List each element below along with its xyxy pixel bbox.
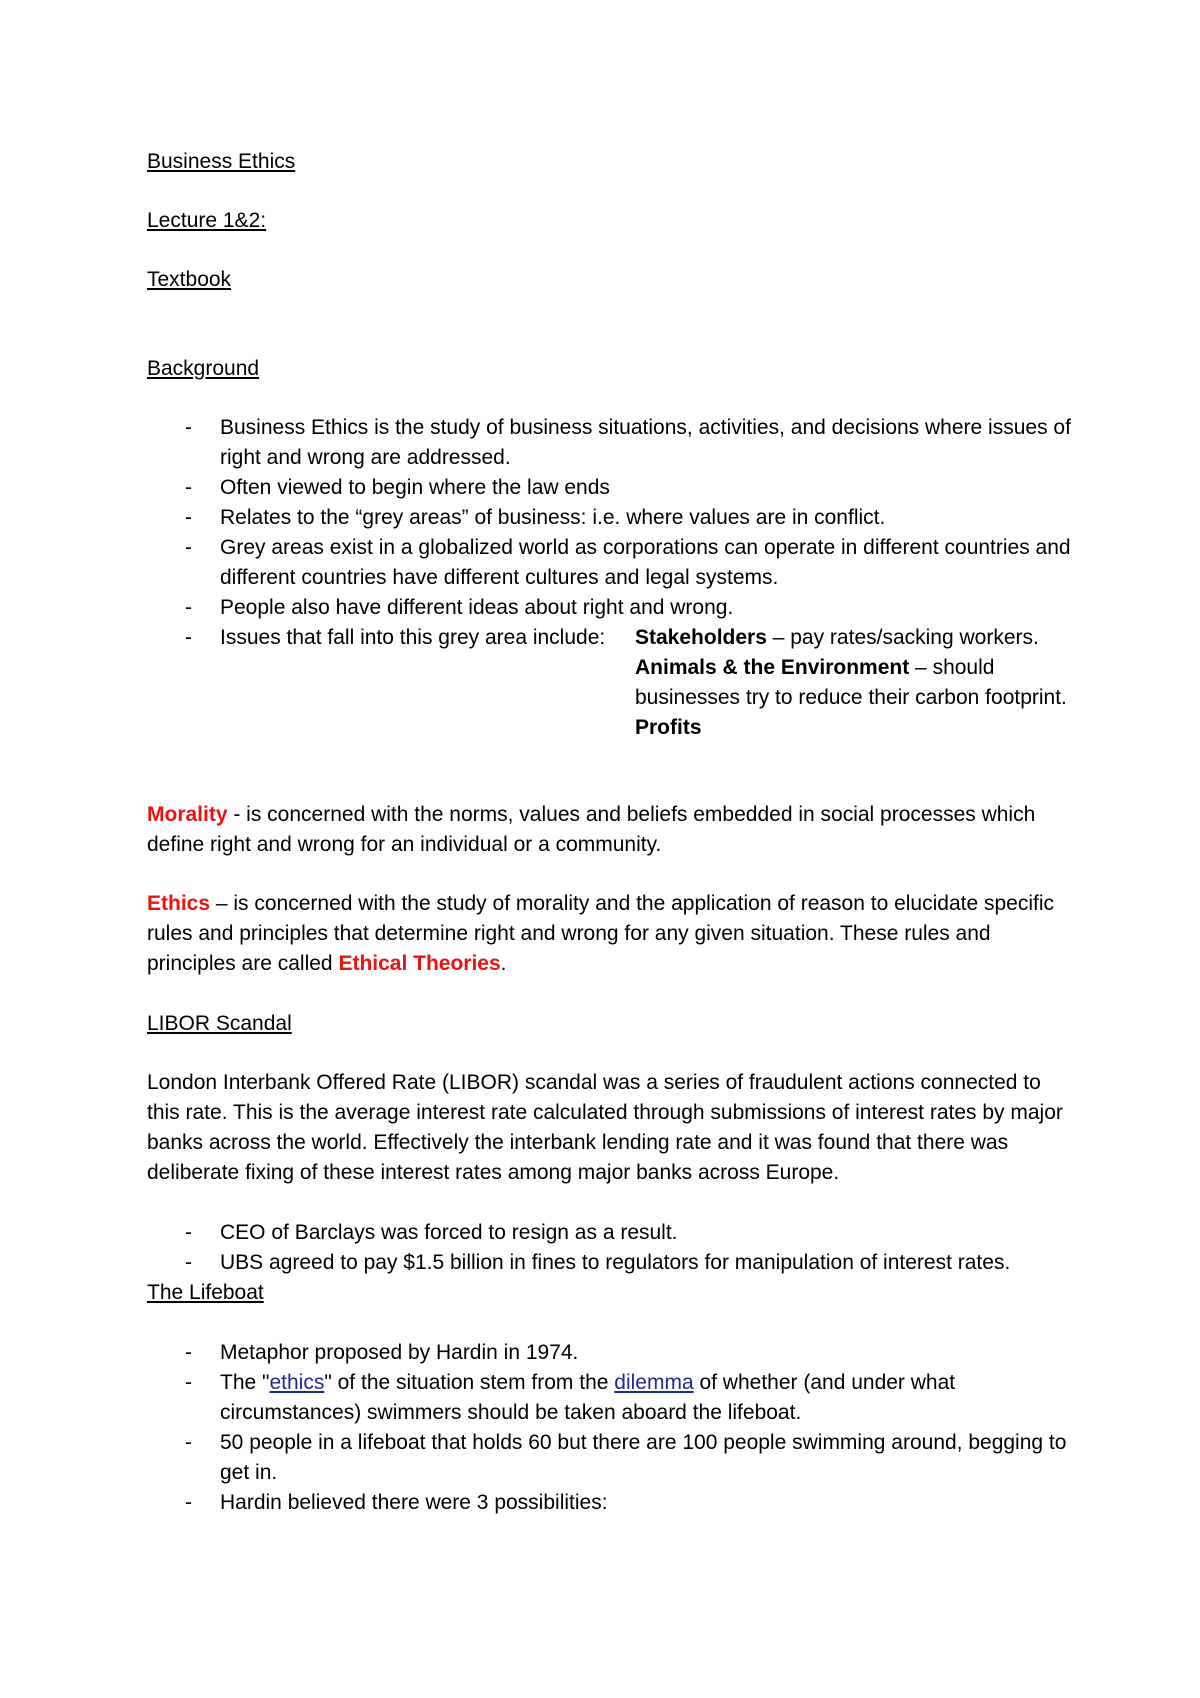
list-item: - Hardin believed there were 3 possibilities: — [185, 1491, 608, 1514]
grey-item-stakeholders: Stakeholders – pay rates/sacking workers. — [635, 626, 1039, 649]
morality-term: Morality — [147, 803, 228, 826]
ethics-term: Ethics — [147, 892, 211, 915]
doc-title: Business Ethics — [147, 150, 296, 173]
ethics-definition: Ethics – is concerned with the study of morality and the application of reason to elucidate specific rules and principles that determine right and wrong for any given situation. These rules and principles are called Ethical Theories. — [147, 892, 1055, 975]
lecture-label: Lecture 1&2: — [147, 209, 267, 232]
list-item: - Relates to the “grey areas” of business: i.e. where values are in conflict. — [185, 506, 886, 529]
background-heading: Background — [147, 357, 260, 380]
list-item: - Grey areas exist in a globalized world as corporations can operate in different countries and different countries have different cultures and legal systems. — [185, 536, 1071, 589]
list-item: - Often viewed to begin where the law ends — [185, 476, 610, 499]
lifeboat-heading: The Lifeboat — [147, 1281, 264, 1304]
libor-list — [147, 1218, 1077, 1278]
grey-area-items — [635, 623, 1075, 743]
morality-definition: Morality - is concerned with the norms, values and beliefs embedded in social processes which define right and wrong for an individual or a community. — [147, 803, 1036, 856]
grey-item-animals-environment: Animals & the Environment – should businesses try to reduce their carbon footprint. — [635, 656, 1067, 709]
list-item: - Business Ethics is the study of business situations, activities, and decisions where issues of right and wrong are addressed. — [185, 416, 1071, 469]
lifeboat-list — [147, 1338, 1077, 1518]
list-item: - Issues that fall into this grey area include: — [185, 626, 606, 649]
list-item: - CEO of Barclays was forced to resign as a result. — [185, 1221, 678, 1244]
grey-item-profits: Profits — [635, 716, 702, 739]
textbook-label: Textbook — [147, 268, 232, 291]
list-item: - 50 people in a lifeboat that holds 60 but there are 100 people swimming around, begging to get in. — [185, 1431, 1067, 1484]
libor-heading: LIBOR Scandal — [147, 1012, 292, 1035]
ethical-theories-term: Ethical Theories — [338, 952, 501, 975]
libor-paragraph: London Interbank Offered Rate (LIBOR) scandal was a series of fraudulent actions connected to this rate. This is the average interest rate calculated through submissions of interest rates by major banks across the world. Effectively the interbank lending rate and it was found that there was deliberate fixing of these interest rates among major banks across Europe. — [147, 1071, 1063, 1184]
list-item: - Metaphor proposed by Hardin in 1974. — [185, 1341, 579, 1364]
background-list — [147, 413, 1077, 653]
list-item: - UBS agreed to pay $1.5 billion in fines to regulators for manipulation of interest rates. — [185, 1251, 1011, 1274]
ethics-link[interactable]: ethics — [269, 1371, 325, 1394]
dilemma-link[interactable]: dilemma — [614, 1371, 694, 1394]
list-item: - The "ethics" of the situation stem from the dilemma of whether (and under what circumstances) swimmers should be taken aboard the lifeboat. — [185, 1371, 956, 1424]
list-item: - People also have different ideas about right and wrong. — [185, 596, 734, 619]
